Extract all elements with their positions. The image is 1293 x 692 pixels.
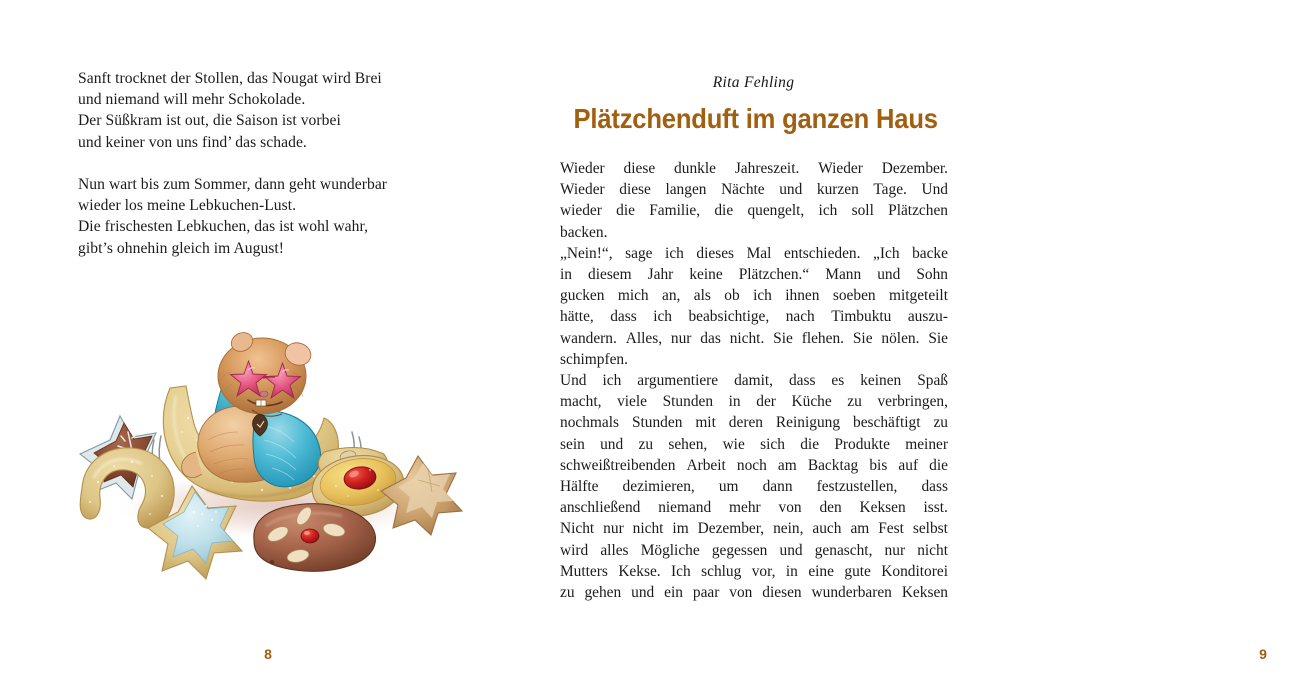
body-word: sich [760, 435, 785, 453]
body-word: die [616, 202, 635, 220]
body-word: am [777, 456, 797, 474]
body-word: dass [921, 478, 948, 496]
body-word: schlug [701, 562, 742, 580]
body-word: ihnen [785, 287, 820, 305]
body-word: Wieder [818, 160, 863, 177]
body-word: flehen. [801, 329, 845, 347]
body-line [560, 518, 948, 539]
body-word: Konditorei [881, 562, 948, 580]
body-line [560, 497, 948, 518]
body-word: Nächte [721, 181, 765, 199]
body-word: Küche [791, 393, 832, 411]
body-word: und [631, 584, 655, 602]
body-word: mich [617, 287, 649, 305]
body-word: dunkle [674, 160, 716, 177]
body-word: von [778, 499, 802, 517]
body-word: Produkte [834, 435, 890, 453]
body-word: verbringen, [877, 393, 948, 411]
page-number-right: 9 [1259, 646, 1267, 662]
body-word: wie [722, 435, 745, 453]
body-line [560, 200, 948, 221]
body-word: und [600, 435, 624, 453]
body-word: nicht. [729, 329, 765, 347]
body-word: anschließend [560, 499, 641, 517]
body-line [560, 582, 948, 603]
body-word: noch [736, 456, 767, 474]
body-word: mehr [729, 499, 761, 517]
body-word: viele [617, 393, 647, 411]
body-word: „Nein!“, [560, 244, 613, 262]
body-word: Kekse. [618, 562, 661, 580]
body-line [560, 391, 948, 412]
body-word: soeben [832, 287, 876, 305]
body-word: Hälfte [560, 478, 599, 496]
body-paragraph [560, 158, 948, 243]
body-word: niemand [658, 499, 712, 517]
body-word: die [929, 456, 948, 474]
chapter-author: Rita Fehling [712, 74, 795, 91]
body-word: Tage. [873, 181, 907, 199]
body-word: kurzen [816, 181, 859, 199]
poem-line: wieder los meine Lebkuchen-Lust. [78, 197, 297, 215]
body-text-column [560, 158, 948, 603]
body-word: den [819, 499, 842, 517]
body-line [560, 455, 948, 476]
body-word: Mutters [560, 562, 608, 580]
body-word: sage [625, 244, 653, 262]
body-word: zu [933, 414, 948, 432]
body-word: Stunden [662, 393, 714, 411]
body-word: und [877, 266, 901, 284]
body-word: soll [851, 202, 874, 220]
poem-line: Der Süßkram ist out, die Saison ist vorbei [78, 112, 341, 130]
body-word: wird [560, 541, 589, 559]
body-word: nölen. [881, 329, 920, 347]
body-word: als [693, 287, 711, 305]
body-word: Plätzchen [888, 202, 948, 220]
right-page [510, 0, 1267, 692]
body-word: auch [812, 520, 842, 538]
poem-stanza-2 [78, 174, 458, 259]
body-line [560, 179, 948, 200]
body-word: schweißtreibenden [560, 456, 676, 474]
body-word: in [785, 562, 798, 580]
body-word: das [700, 329, 721, 347]
body-word: Und [560, 372, 587, 390]
poem-line: gibt’s ohnehin gleich im August! [78, 239, 285, 257]
body-word: Plätzchen.“ [738, 266, 810, 284]
body-word: gehen [584, 584, 622, 602]
body-word: nicht [917, 541, 948, 559]
body-word: dezimieren, [622, 478, 695, 496]
body-word: nur [884, 541, 906, 559]
body-word: die [714, 202, 734, 220]
body-word: nicht [632, 520, 664, 538]
poem-line: Sanft trocknet der Stollen, das Nougat wird Brei [78, 70, 382, 87]
body-word: Alles, [625, 329, 663, 347]
body-word: um [718, 478, 739, 496]
poem-line: Die frischesten Lebkuchen, das ist wohl wahr, [78, 218, 369, 236]
body-word: dieses [696, 244, 735, 262]
body-line [560, 434, 948, 455]
body-word: zu [638, 435, 654, 453]
body-word: mitgeteilt [889, 287, 948, 305]
body-word: auf [898, 456, 919, 474]
body-word: Wieder [560, 181, 605, 199]
body-word: nochmals [560, 414, 619, 432]
left-page [0, 0, 510, 692]
body-word: Reinigung [775, 414, 841, 432]
body-word: hätte, [560, 308, 594, 326]
body-word: in [728, 393, 741, 411]
body-word: Ich [671, 562, 691, 580]
body-word: auszu- [907, 308, 948, 326]
body-word: Dezember. [881, 160, 948, 177]
body-word: beabsichtige, [688, 308, 770, 326]
body-word: beschäftigt [853, 414, 921, 432]
body-word: Keksen [859, 499, 906, 517]
body-paragraph [560, 370, 948, 603]
body-word: die [800, 435, 820, 453]
body-word: diesem [588, 266, 632, 284]
poem-line: Nun wart bis zum Sommer, dann geht wunderbar [78, 176, 388, 193]
body-line [560, 412, 948, 433]
body-word: gute [844, 562, 871, 580]
body-word: bis [869, 456, 888, 474]
body-word: Timbuktu [831, 308, 892, 326]
body-line [560, 158, 948, 179]
body-line: backen. [560, 223, 608, 241]
body-word: Jahreszeit. [734, 160, 800, 177]
body-word: nein, [773, 520, 804, 538]
body-word: Sie [852, 329, 873, 347]
body-word: sein [560, 435, 585, 453]
body-word: diese [623, 160, 656, 177]
body-word: gegessen [711, 541, 768, 559]
body-word: festzustellen, [816, 478, 898, 496]
body-word: am [850, 520, 870, 538]
body-word: damit, [734, 372, 773, 390]
body-word: Backtag [807, 456, 859, 474]
body-word: ich [818, 202, 838, 220]
body-line [560, 285, 948, 306]
body-line [560, 476, 948, 497]
body-word: Sohn [916, 266, 948, 284]
body-word: Fest [878, 520, 904, 538]
body-paragraph [560, 243, 948, 370]
body-word: der [756, 393, 776, 411]
red-candy-centre [301, 529, 319, 543]
body-word: wandern. [560, 329, 617, 347]
body-word: ich [665, 244, 684, 262]
body-word: Familie, [649, 202, 701, 220]
body-word: isst. [923, 499, 948, 517]
body-word: wieder [560, 202, 602, 220]
body-word: Nicht [560, 520, 595, 538]
body-word: nur [603, 520, 624, 538]
chapter-title: Plätzchenduft im ganzen Haus [573, 103, 938, 134]
poem-block [78, 68, 458, 259]
hamster-nose [260, 391, 268, 397]
body-word: von [729, 584, 753, 602]
body-word: Sie [928, 329, 948, 347]
body-word: zu [847, 393, 862, 411]
body-word: nur [670, 329, 692, 347]
body-word: deren [728, 414, 763, 432]
body-word: ob [724, 287, 740, 305]
body-word: Und [921, 181, 948, 199]
body-word: ich [602, 372, 622, 390]
body-line [560, 540, 948, 561]
body-word: dass [788, 372, 816, 390]
body-word: Wieder [560, 160, 605, 177]
body-word: langen [665, 181, 707, 199]
body-word: wunderbaren [811, 584, 892, 602]
body-word: entschieden. [783, 244, 861, 262]
body-word: dass [610, 308, 637, 326]
body-word: diesen [762, 584, 802, 602]
body-word: paar [692, 584, 720, 602]
body-word: zu [560, 584, 575, 602]
body-word: an, [662, 287, 681, 305]
body-line: schimpfen. [560, 350, 628, 368]
body-word: Mal [746, 244, 772, 262]
body-word: eine [808, 562, 834, 580]
body-word: Mögliche [640, 541, 700, 559]
body-word: es [831, 372, 845, 390]
body-word: ich [753, 287, 772, 305]
poem-line: und keiner von uns find’ das schade. [78, 133, 307, 151]
body-word: keinen [860, 372, 902, 390]
body-word: backe [912, 244, 948, 262]
body-word: Mann [825, 266, 862, 284]
body-word: Keksen [901, 584, 948, 602]
body-word: Dezember, [697, 520, 765, 538]
body-line [560, 264, 948, 285]
body-line [560, 370, 948, 391]
body-word: und [779, 541, 803, 559]
body-word: vor, [751, 562, 776, 580]
body-line [560, 243, 948, 264]
page-number-left: 8 [264, 646, 272, 662]
body-word: Spaß [917, 372, 948, 390]
body-word: Jahr [647, 266, 674, 284]
body-word: ein [664, 584, 683, 602]
body-word: alles [600, 541, 629, 559]
body-line [560, 328, 948, 349]
body-word: quengelt, [747, 202, 805, 220]
body-word: gucken [560, 287, 605, 305]
body-word: „Ich [873, 244, 900, 262]
body-word: Stunden [631, 414, 683, 432]
body-word: genascht, [814, 541, 873, 559]
body-word: keine [689, 266, 723, 284]
body-word: dann [762, 478, 793, 496]
body-word: in [560, 266, 572, 284]
body-word: selbst [912, 520, 948, 538]
body-word: im [672, 520, 689, 538]
poem-stanza-1 [78, 68, 458, 153]
body-line [560, 306, 948, 327]
body-line [560, 561, 948, 582]
body-word: nach [785, 308, 815, 326]
body-word: ich [653, 308, 672, 326]
chocolate-heart-cookie [254, 504, 376, 572]
body-word: macht, [560, 393, 602, 411]
body-word: argumentiere [637, 372, 719, 390]
body-word: Arbeit [686, 456, 726, 474]
body-word: meiner [905, 435, 948, 453]
body-word: sehen, [668, 435, 708, 453]
hamster-cookie-illustration [66, 300, 486, 590]
body-word: mit [695, 414, 716, 432]
poem-line: und niemand will mehr Schokolade. [78, 91, 306, 109]
body-word: Sie [773, 329, 793, 347]
body-word: und [779, 181, 803, 199]
body-word: diese [619, 181, 651, 199]
